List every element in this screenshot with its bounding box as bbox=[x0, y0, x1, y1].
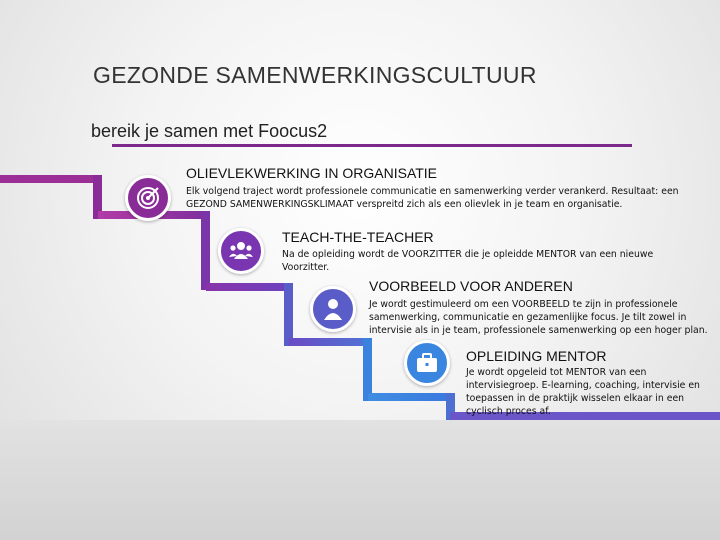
step-1-body: Elk volgend traject wordt professionele communicatie en samenwerking verder verankerd. Resultaat: een GEZOND SAMENWERKINGSKLIMAAT verspreitd zich als een olievlek in je team en organisatie. bbox=[186, 186, 679, 210]
slide-title: GEZONDE SAMENWERKINGSCULTUUR bbox=[93, 62, 537, 88]
step-3-body: Je wordt gestimuleerd om een VOORBEELD te zijn in professionele samenwerking, communicatie en gezamenlijke focus. Je tilt zowel in intervisie als in je team, professionele samenwerking op een hoger plan. bbox=[369, 299, 708, 336]
step-2-title: TEACH-THE-TEACHER bbox=[282, 229, 434, 245]
person-icon bbox=[310, 286, 356, 332]
target-icon bbox=[125, 175, 171, 221]
step-3-title: VOORBEELD VOOR ANDEREN bbox=[369, 278, 573, 294]
group-icon bbox=[218, 228, 264, 274]
briefcase-icon bbox=[404, 340, 450, 386]
stair-step-1 bbox=[0, 175, 210, 219]
step-1-title: OLIEVLEKWERKING IN ORGANISATIE bbox=[186, 165, 438, 181]
step-4-body: Je wordt opgeleid tot MENTOR van een intervisiegroep. E-learning, coaching, intervisie en toepassen in de praktijk wisselen elkaar in een cyclisch proces af. bbox=[466, 367, 700, 417]
step-4-title: OPLEIDING MENTOR bbox=[466, 348, 607, 364]
step-2-body: Na de opleiding wordt de VOORZITTER die je opleidde MENTOR van een nieuwe Voorzitter. bbox=[282, 249, 654, 273]
slide-subtitle: bereik je samen met Foocus2 bbox=[91, 121, 328, 141]
